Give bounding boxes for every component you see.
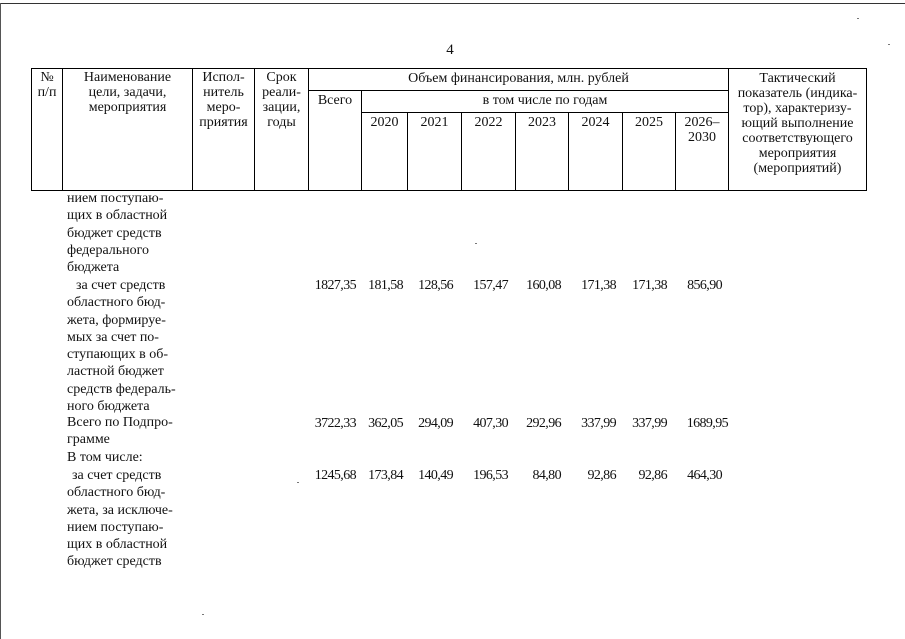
row-value-2022: 196,53	[473, 468, 508, 483]
row-label-line: щих в областной	[67, 537, 168, 553]
row-value-2022: 407,30	[473, 416, 508, 431]
row-label	[67, 190, 190, 276]
row-value-2024: 92,86	[587, 468, 616, 483]
row-value-2020: 173,84	[368, 468, 403, 483]
row-value-2026-2030: 856,90	[687, 278, 722, 293]
row-value-2026-2030: 464,30	[687, 468, 722, 483]
header-col-name: Наименование цели, задачи, мероприятия	[62, 68, 193, 191]
row-label-line: средств федераль-	[67, 381, 176, 397]
scan-speck	[475, 243, 477, 244]
header-col-finance: Объем финансирования, млн. рублей	[308, 68, 729, 91]
header-col-by-year: в том числе по годам	[361, 90, 729, 113]
row-label-line: областного бюд-	[67, 295, 166, 311]
row-label	[67, 449, 190, 466]
header-col-indicator: Тактический показатель (индика-тор), характеризу-ющий выполнение соответствующего мероприятия (мероприятий)	[728, 68, 867, 191]
row-value-2023: 84,80	[532, 468, 561, 483]
row-value-2025: 171,38	[632, 278, 667, 293]
scan-speck	[888, 44, 890, 45]
row-label-line: бюджет средств	[67, 225, 162, 241]
row-label-line: нием поступаю-	[67, 519, 164, 535]
row-label-line: бюджета	[67, 260, 120, 276]
scan-speck	[202, 614, 204, 615]
row-label-line: ластной бюджет	[67, 364, 164, 380]
row-label-line: областного бюд-	[67, 485, 166, 501]
row-label-line: жета, за исключе-	[67, 502, 173, 518]
row-label-line: В том числе:	[67, 450, 143, 465]
scan-speck	[297, 482, 299, 483]
row-value-2021: 140,49	[418, 468, 453, 483]
row-value-2025: 92,86	[638, 468, 667, 483]
row-label-line: мых за счет по-	[67, 329, 159, 345]
row-value-2024: 171,38	[581, 278, 616, 293]
header-col-number: № п/п	[31, 68, 63, 191]
page-number: 4	[446, 42, 454, 58]
row-label	[67, 467, 190, 571]
row-value-2026-2030: 1689,95	[686, 416, 728, 431]
row-value-2023: 292,96	[526, 416, 561, 431]
row-label-line: Всего по Подпро-	[67, 415, 173, 430]
row-label-line: бюджет средств	[67, 554, 162, 570]
header-col-total: Всего	[308, 90, 362, 191]
row-label-line: грамме	[67, 432, 110, 448]
header-year-2024: 2024	[568, 112, 623, 191]
row-value-total: 1827,35	[314, 278, 356, 293]
header-year-2023: 2023	[515, 112, 569, 191]
row-value-2022: 157,47	[473, 278, 508, 293]
header-col-executor: Испол-нитель меро-приятия	[192, 68, 255, 191]
header-year-2026-2030: 2026–2030	[675, 112, 729, 191]
header-year-2020: 2020	[361, 112, 408, 191]
row-label	[67, 277, 190, 415]
header-year-2021: 2021	[407, 112, 462, 191]
row-value-total: 3722,33	[314, 416, 356, 431]
row-value-2021: 294,09	[418, 416, 453, 431]
row-label-line: нием поступаю-	[67, 191, 164, 206]
scan-speck	[857, 18, 859, 19]
header-col-term: Срок реали-зации, годы	[254, 68, 309, 191]
row-value-total: 1245,68	[314, 468, 356, 483]
row-label-line: ного бюджета	[67, 399, 150, 415]
page-top-edge	[0, 3, 905, 4]
row-label-line: жета, формируе-	[67, 312, 166, 328]
row-label-line: щих в областной	[67, 208, 168, 224]
row-label-line: за счет средств	[72, 468, 162, 483]
row-value-2024: 337,99	[581, 416, 616, 431]
header-year-2025: 2025	[622, 112, 676, 191]
header-year-2022: 2022	[461, 112, 516, 191]
row-value-2025: 337,99	[632, 416, 667, 431]
page-left-edge	[0, 3, 1, 639]
row-value-2020: 362,05	[368, 416, 403, 431]
row-label-line: за счет средств	[76, 278, 166, 293]
row-label-line: федерального	[67, 242, 150, 258]
row-value-2021: 128,56	[418, 278, 453, 293]
row-label	[67, 414, 190, 449]
row-value-2020: 181,58	[368, 278, 403, 293]
row-label-line: ступающих в об-	[67, 347, 168, 363]
row-value-2023: 160,08	[526, 278, 561, 293]
